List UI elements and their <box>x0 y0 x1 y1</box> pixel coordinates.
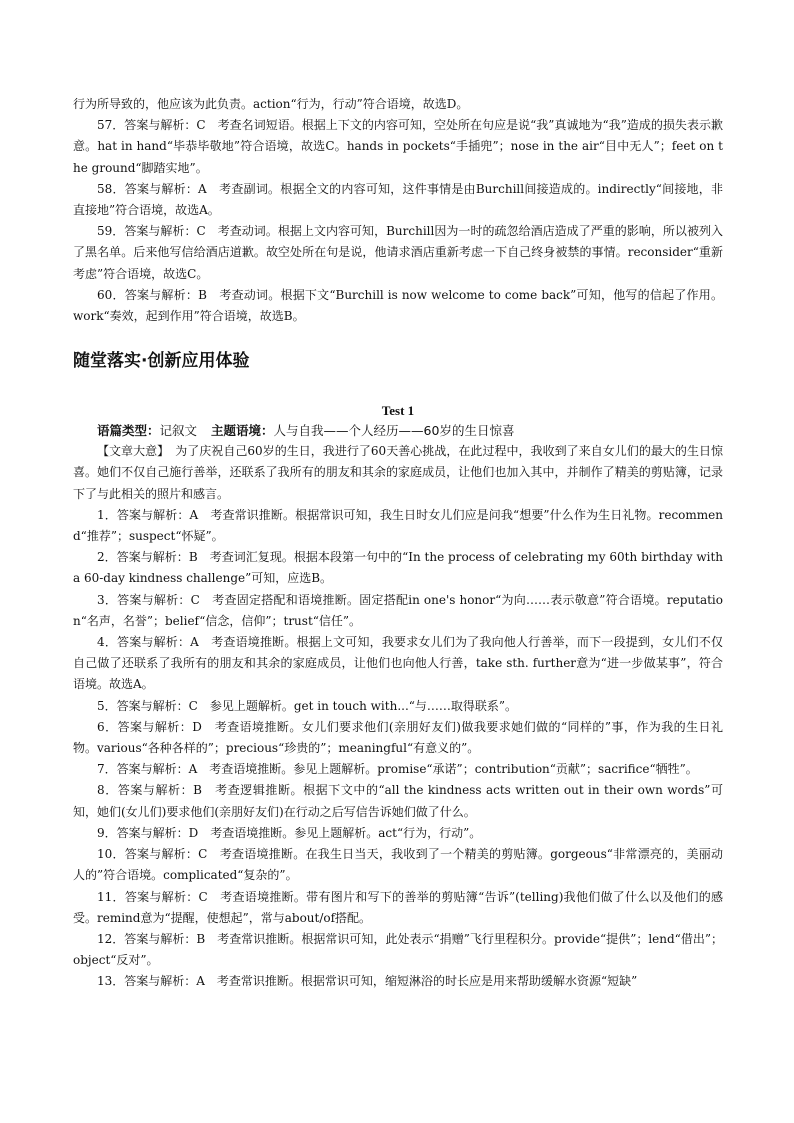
answer-explanations-test1 <box>73 441 723 992</box>
document-page <box>73 94 723 993</box>
explanation-paragraph: 5．答案与解析：C 参见上题解析。get in touch with...“与……取得联系”。 <box>97 698 518 713</box>
section-title: 随堂落实·创新应用体验 <box>73 351 250 372</box>
explanation-paragraph: 13．答案与解析：A 考查常识推断。根据常识可知，缩短淋浴的时长应是用来帮助缓解水资源“短缺” <box>97 974 638 989</box>
explanation-paragraph: 7．答案与解析：A 考查语境推断。参见上题解析。promise“承诺”；contribution“贡献”；sacrifice“牺牲”。 <box>97 762 698 777</box>
answer-explanations-previous <box>73 94 723 327</box>
text-type-label: 语篇类型： <box>97 423 160 439</box>
explanation-paragraph: 4．答案与解析：A 考查语境推断。根据上文可知，我要求女儿们为了我向他人行善举，而下一段提到，女儿们不仅自己做了还联系了我所有的朋友和其余的家庭成员，让他们也向他人行善，take sth. further意为“进一步做某事”，符合语境。故选A。 <box>73 635 723 692</box>
explanation-paragraph: 6．答案与解析：D 考查语境推断。女儿们要求他们(亲朋好友们)做我要求她们做的“同样的”事，作为我的生日礼物。various“各种各样的”；precious“珍贵的”；meaningful“有意义的”。 <box>73 719 723 756</box>
passage-meta <box>73 421 723 441</box>
explanation-paragraph: 57．答案与解析：C 考查名词短语。根据上下文的内容可知，空处所在句应是说“我”真诚地为“我”造成的损失表示歉意。hat in hand“毕恭毕敬地”符合语境，故选C。hands in pockets“手插兜”；nose in the air“目中无人”；feet on the ground“脚踏实地”。 <box>73 118 723 175</box>
explanation-paragraph: 【文章大意】 为了庆祝自己60岁的生日，我进行了60天善心挑战，在此过程中，我收到了来自女儿们的最大的生日惊喜。她们不仅自己施行善举，还联系了我所有的朋友和其余的家庭成员，让他们也加入其中，并制作了精美的剪贴簿，记录下了与此相关的照片和感言。 <box>73 444 723 501</box>
explanation-paragraph: 3．答案与解析：C 考查固定搭配和语境推断。固定搭配in one's honor“为向……表示敬意”符合语境。reputation“名声，名誉”；belief“信念，信仰”；trust“信任”。 <box>73 592 723 628</box>
explanation-paragraph: 1．答案与解析：A 考查常识推断。根据常识可知，我生日时女儿们应是问我“想要”什么作为生日礼物。recommend“推荐”；suspect“怀疑”。 <box>73 507 723 544</box>
theme-value: 人与自我——个人经历——60岁的生日惊喜 <box>273 423 515 439</box>
explanation-paragraph: 10．答案与解析：C 考查语境推断。在我生日当天，我收到了一个精美的剪贴簿。gorgeous“非常漂亮的，美丽动人的”符合语境。complicated“复杂的”。 <box>73 847 723 883</box>
explanation-paragraph: 行为所导致的，他应该为此负责。action“行为，行动”符合语境，故选D。 <box>73 97 469 111</box>
explanation-paragraph: 11．答案与解析：C 考查语境推断。带有图片和写下的善举的剪贴簿“告诉”(telling)我他们做了什么以及他们的感受。remind意为“提醒，使想起”，常与about/of搭配。 <box>73 889 723 925</box>
explanation-paragraph: 2．答案与解析：B 考查词汇复现。根据本段第一句中的“In the process of celebrating my 60th birthday with a 60-day kindness challenge”可知，应选B。 <box>73 550 723 586</box>
explanation-paragraph: 8．答案与解析：B 考查逻辑推断。根据下文中的“all the kindness acts written out in their own words”可知，她们(女儿们)要求他们(亲朋好友们)在行动之后写信告诉她们做了什么。 <box>73 783 723 819</box>
text-type-value: 记叙文 <box>159 423 198 439</box>
explanation-paragraph: 58．答案与解析：A 考查副词。根据全文的内容可知，这件事情是由Burchill间接造成的。indirectly“间接地，非直接地”符合语境，故选A。 <box>73 181 723 218</box>
test-title: Test 1 <box>381 403 415 419</box>
explanation-paragraph: 9．答案与解析：D 考查语境推断。参见上题解析。act“行为，行动”。 <box>97 825 482 840</box>
explanation-paragraph: 60．答案与解析：B 考查动词。根据下文“Burchill is now welcome to come back”可知，他写的信起了作用。work“奏效，起到作用”符合语境，故选B。 <box>73 287 723 324</box>
explanation-paragraph: 59．答案与解析：C 考查动词。根据上文内容可知，Burchill因为一时的疏忽给酒店造成了严重的影响，所以被列入了黑名单。后来他写信给酒店道歉。故空处所在句是说，他请求酒店重新考虑一下自己终身被禁的事情。reconsider“重新考虑”符合语境，故选C。 <box>73 224 723 281</box>
explanation-paragraph: 12．答案与解析：B 考查常识推断。根据常识可知，此处表示“捐赠”飞行里程积分。provide“提供”；lend“借出”；object“反对”。 <box>73 931 723 968</box>
theme-label: 主题语境： <box>211 423 274 439</box>
